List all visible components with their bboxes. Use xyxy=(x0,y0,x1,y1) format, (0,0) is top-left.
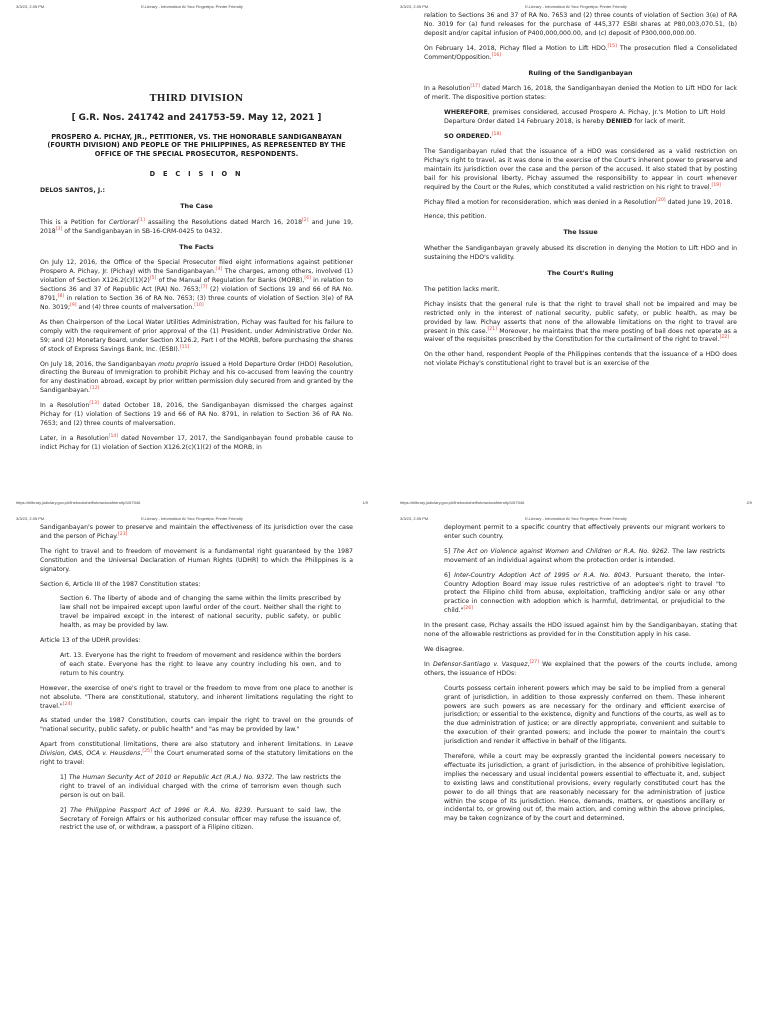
paragraph: On July 18, 2016, the Sandiganbayan motu proprio issued a Hold Departure Order (HDO) Resolution, directing the Bureau of Immigration to prohibit Pichay and his co-accused from leaving the country for any destination abroad, except by prior written permission duly secured from and granted by the Sandiganbayan.[12] xyxy=(40,360,353,395)
block-quote: WHEREFORE, premises considered, accused Prospero A. Pichay, Jr.'s Motion to Lift Hold Departure Order dated 14 February 2018, is hereby DENIED for lack of merit. xyxy=(444,109,725,126)
print-header xyxy=(400,4,752,12)
footnote-link[interactable]: [9] xyxy=(70,302,77,308)
footnote-link[interactable]: [26] xyxy=(463,606,473,612)
paragraph: In the present case, Pichay assails the HDO issued against him by the Sandiganbayan, stating that none of the allowable restrictions as provided for in the Constitution apply in his case. xyxy=(424,622,737,639)
footnote-link[interactable]: [12] xyxy=(90,386,100,392)
footnote-link[interactable]: [15] xyxy=(607,43,617,49)
heading-the-case: The Case xyxy=(180,201,213,210)
footnote-link[interactable]: [19] xyxy=(711,182,721,188)
print-title: E-Library - Information At Your Fingertips: Printer Friendly xyxy=(525,4,627,9)
print-header xyxy=(16,4,368,12)
block-quote: 6] Inter-Country Adoption Act of 1995 or R.A. No. 8043. Pursuant thereto, the Inter-Country Adoption Board may issue rules restrictive of an adoptee's right to travel "to protect the Filipino child from abuse, exploitation, trafficking and/or sale or any other practice in connection with adoption which is harmful, detrimental, or prejudicial to the child."[26] xyxy=(444,571,725,615)
footnote-link[interactable]: [23] xyxy=(118,531,128,537)
print-date: 3/3/23, 2:35 PM xyxy=(400,516,429,521)
paragraph: Hence, this petition. xyxy=(424,213,487,221)
block-quote: Section 6. The liberty of abode and of changing the same within the limits prescribed by law shall not be impaired except upon lawful order of the court. Neither shall the right to travel be impaired except in the interest of national security, public safety, or public health, as may be provided by law. xyxy=(60,595,341,630)
print-title: E-Library - Information At Your Fingertips: Printer Friendly xyxy=(141,4,243,9)
footnote-link[interactable]: [14] xyxy=(108,433,119,439)
paragraph: The right to travel and to freedom of movement is a fundamental right guaranteed by the 1987 Constitution and the Universal Declaration of Human Rights (UDHR) to which the Philippines is a signatory. xyxy=(40,547,353,573)
paragraph: Pichay filed a motion for reconsideration, which was denied in a Resolution[20] dated June 19, 2018. xyxy=(424,197,733,206)
footnote-link[interactable]: [13] xyxy=(89,401,99,407)
footnote-link[interactable]: [2] xyxy=(302,217,309,223)
print-date: 3/3/23, 2:35 PM xyxy=(16,516,45,521)
page-body xyxy=(424,12,737,375)
page-number: 1/9 xyxy=(362,500,368,505)
block-quote: deployment permit to a specific country that effectively prevents our migrant workers to enter such country. xyxy=(444,524,725,540)
block-quote: Therefore, while a court may be expressly granted the incidental powers necessary to effectuate its jurisdiction, a grant of jurisdiction, in the absence of prohibitive legislation, implies the necessary and usual incidental powers essential to effectuate it, and, subject to existing laws and constitutional provisions, every regularly constituted court has the power to do all things that are reasonably necessary for the administration of justice within the scope of its jurisdiction. Hence, demands, matters, or questions ancillary or incidental to, or growing out of, the main action, and coming within the above principles, may be taken cognizance of by the court and determined, xyxy=(444,753,725,823)
page-2 xyxy=(384,0,768,512)
paragraph: This is a Petition for Certiorari[1] assailing the Resolutions dated March 16, 2018[2] and June 19, 2018[3] of the Sandiganbayan in SB-16-CRM-0425 to 0432. xyxy=(40,217,353,235)
paragraph: Section 6, Article III of the 1987 Constitution states: xyxy=(40,580,201,588)
block-quote: Art. 13. Everyone has the right to freedom of movement and residence within the borders of each state. Everyone has the right to leave any country including his own, and to return to his country. xyxy=(60,651,341,677)
block-quote: Courts possess certain inherent powers which may be said to be implied from a general grant of jurisdiction, in addition to those expressly conferred on them. These inherent powers are such powers as are necessary for the ordinary and efficient exercise of jurisdiction; or essential to the existence, dignity and functions of the courts, as well as to the due administration of justice; or are directly appropriate, convenient and suitable to the execution of their granted powers; and include the power to maintain the court's jurisdiction and render it effective in behalf of the litigants. xyxy=(444,684,725,746)
footnote-link[interactable]: [7] xyxy=(200,285,208,291)
footnote-link[interactable]: [22] xyxy=(719,335,730,341)
paragraph: Apart from constitutional limitations, there are also statutory and inherent limitations. In Leave Division, OAS, OCA v. Heusdens,[25] the Court enumerated some of the statutory limitations on the right to travel: xyxy=(40,741,353,767)
block-quote: 1] The Human Security Act of 2010 or Republic Act (R.A.) No. 9372. The law restricts the right to travel of an individual charged with the crime of terrorism even though such person is out on bail. xyxy=(60,773,341,799)
page-1 xyxy=(0,0,384,512)
paragraph: The petition lacks merit. xyxy=(424,285,500,293)
footnote-link[interactable]: [20] xyxy=(656,197,666,203)
print-url: https://elibrary.judiciary.gov.ph/thebookshelf/showdocsfriendly/1/67546 xyxy=(400,500,525,505)
footnote-link[interactable]: [10] xyxy=(194,302,204,308)
paragraph: Sandiganbayan's power to preserve and maintain the effectiveness of its jurisdiction over the case and the person of Pichay.[23] xyxy=(40,524,353,540)
paragraph: On February 14, 2018, Pichay filed a Motion to Lift HDO.[15] The prosecution filed a Consolidated Comment/Opposition.[16] xyxy=(424,43,737,61)
footnote-link[interactable]: [17] xyxy=(470,84,480,90)
print-title: E-Library - Information At Your Fingertips: Printer Friendly xyxy=(525,516,627,521)
case-caption: PROSPERO A. PICHAY, JR., PETITIONER, VS. THE HONORABLE SANDIGANBAYAN (FOURTH DIVISION) AND PEOPLE OF THE PHILIPPINES, AS REPRESENTED BY THE OFFICE OF THE SPECIAL PROSECUTOR, RESPONDENTS. xyxy=(47,132,346,158)
print-title: E-Library - Information At Your Fingertips: Printer Friendly xyxy=(141,516,243,521)
footnote-link[interactable]: [5] xyxy=(149,276,157,282)
page-body xyxy=(40,88,353,459)
paragraph: In a Resolution[13] dated October 18, 2016, the Sandiganbayan dismissed the charges against Pichay for (1) violation of Sections 19 and 66 of RA No. 8791, in relation to Section 36 of RA No. 7653; and (2) three counts of malversation. xyxy=(40,401,353,427)
footnote-link[interactable]: [6] xyxy=(304,276,311,282)
paragraph: Pichay insists that the general rule is that the right to travel shall not be impaired and may be restricted only in the interest of national security, public safety, or public health, as may be provided by law. Pichay asserts that none of the allowable limitations on the right to travel are present in this case.[21] Moreover, he maintains that the mere posting of bail does not operate as a waiver of the requisites prescribed by the Constitution for the curtailment of the right to travel.[22] xyxy=(424,300,737,344)
paragraph: Article 13 of the UDHR provides: xyxy=(40,637,141,645)
footnote-link[interactable]: [25] xyxy=(142,749,152,755)
paragraph: As stated under the 1987 Constitution, courts can impair the right to travel on the grounds of "national security, public safety, or public health" and "as may be provided by law." xyxy=(40,717,353,734)
footnote-link[interactable]: [4] xyxy=(215,267,223,273)
heading-the-facts: The Facts xyxy=(179,242,214,251)
paragraph: We disagree. xyxy=(424,645,465,653)
paragraph: In Defensor-Santiago v. Vasquez,[27] We explained that the powers of the courts include, among others, the issuance of HDOs: xyxy=(424,659,737,677)
paragraph: The Sandiganbayan ruled that the issuance of a HDO was considered as a valid restriction on Pichay's right to travel, as it was done in the exercise of the Court's inherent power to preserve and maintain its jurisdiction over the case and the person of the accused. It also stated that by posting bail for his provisional liberty, Pichay assumed the responsibility to appear in court whenever required by the Court or the Rules, which constituted a valid restriction on his right to travel.[19] xyxy=(424,147,737,191)
ponente: DELOS SANTOS, J.: xyxy=(40,186,105,194)
footnote-link[interactable]: [16] xyxy=(491,52,502,58)
footnote-link[interactable]: [1] xyxy=(138,217,145,223)
page-number: 2/9 xyxy=(746,500,752,505)
heading-courts-ruling: The Court's Ruling xyxy=(547,269,614,278)
paragraph: On July 12, 2016, the Office of the Special Prosecutor filed eight informations against petitioner Prospero A. Pichay, Jr. (Pichay) with the Sandiganbayan.[4] The charges, among others, involved (1) violation of Section X126.2(c)(1)(2)[5] of the Manual of Regulation for Banks (MORB),[6] in relation to Sections 36 and 37 of Republic Act (RA) No. 7653;[7] (2) violation of Sections 19 and 66 of RA No. 8791,[8] in relation to Section 36 of RA No. 7653; (3) three counts of violation of Section 3(e) of RA No. 3019;[9] and (4) three counts of malversation.[10] xyxy=(40,259,353,311)
page-body xyxy=(424,524,737,830)
heading-the-issue: The Issue xyxy=(563,228,598,237)
paragraph: On the other hand, respondent People of the Philippines contends that the issuance of a HDO does not violate Pichay's constitutional right to travel but is an exercise of the xyxy=(424,351,737,368)
block-quote: 2] The Philippine Passport Act of 1996 or R.A. No. 8239. Pursuant to said law, the Secretary of Foreign Affairs or his authorized consular officer may refuse the issuance of, restrict the use of, or withdraw, a passport of a Filipino citizen. xyxy=(60,806,341,832)
footnote-link[interactable]: [18] xyxy=(491,132,502,137)
print-url: https://elibrary.judiciary.gov.ph/thebookshelf/showdocsfriendly/1/67546 xyxy=(16,500,141,505)
paragraph: Later, in a Resolution[14] dated November 17, 2017, the Sandiganbayan found probable cause to indict Pichay for (1) violation of Section X126.2(c)(1)(2) of the MORB, in xyxy=(40,433,353,451)
footnote-link[interactable]: [11] xyxy=(179,344,190,350)
division-heading: THIRD DIVISION xyxy=(149,93,244,104)
footnote-link[interactable]: [8] xyxy=(57,294,65,300)
page-4 xyxy=(384,512,768,1024)
print-footer xyxy=(400,500,752,508)
paragraph: However, the exercise of one's right to travel or the freedom to move from one place to another is not absolute. "There are constitutional, statutory, and inherent limitations regulating the right to travel."[24] xyxy=(40,684,353,710)
paragraph: relation to Sections 36 and 37 of RA No. 7653 and (2) three counts of violation of Section 3(e) of RA No. 3019 for (a) fund releases for the purchase of 445,377 ESBI shares at P80,003,070.51, (b) deposit and/or capital infusion of P400,000,000.00, and (c) deposit of P300,000,000.00. xyxy=(424,12,737,37)
footnote-link[interactable]: [21] xyxy=(487,326,497,332)
paragraph: In a Resolution[17] dated March 16, 2018, the Sandiganbayan denied the Motion to Lift HDO for lack of merit. The dispositive portion states: xyxy=(424,84,737,102)
paragraph: Whether the Sandiganbayan gravely abused its discretion in denying the Motion to Lift HDO and in sustaining the HDO's validity. xyxy=(424,245,737,262)
case-number: [ G.R. Nos. 241742 and 241753-59. May 12, 2021 ] xyxy=(71,112,322,123)
print-footer xyxy=(16,500,368,508)
print-date: 3/3/23, 2:35 PM xyxy=(400,4,429,9)
print-date: 3/3/23, 2:35 PM xyxy=(16,4,45,9)
print-header xyxy=(16,516,368,524)
heading-ruling-sandiganbayan: Ruling of the Sandiganbayan xyxy=(528,68,633,77)
decision-heading: D E C I S I O N xyxy=(149,170,244,179)
footnote-link[interactable]: [24] xyxy=(62,701,73,707)
page-3 xyxy=(0,512,384,1024)
print-header xyxy=(400,516,752,524)
block-quote: 5] The Act on Violence against Women and Children or R.A. No. 9262. The law restricts movement of an individual against whom the protection order is intended. xyxy=(444,547,725,564)
footnote-link[interactable]: [27] xyxy=(529,659,539,665)
page-body xyxy=(40,524,353,839)
so-ordered: SO ORDERED. xyxy=(444,133,492,141)
footnote-link[interactable]: [3] xyxy=(55,226,63,232)
block-quote xyxy=(444,133,725,142)
paragraph: As then Chairperson of the Local Water Utilities Administration, Pichay was faulted for his failure to comply with the requirement of prior approval of the (1) President, under Administrative Order No. 59; and (2) Monetary Board, under Section X126.2, Part I of the MORB, before purchasing the shares of stock of Express Savings Bank, Inc. (ESBI).[11] xyxy=(40,318,353,353)
